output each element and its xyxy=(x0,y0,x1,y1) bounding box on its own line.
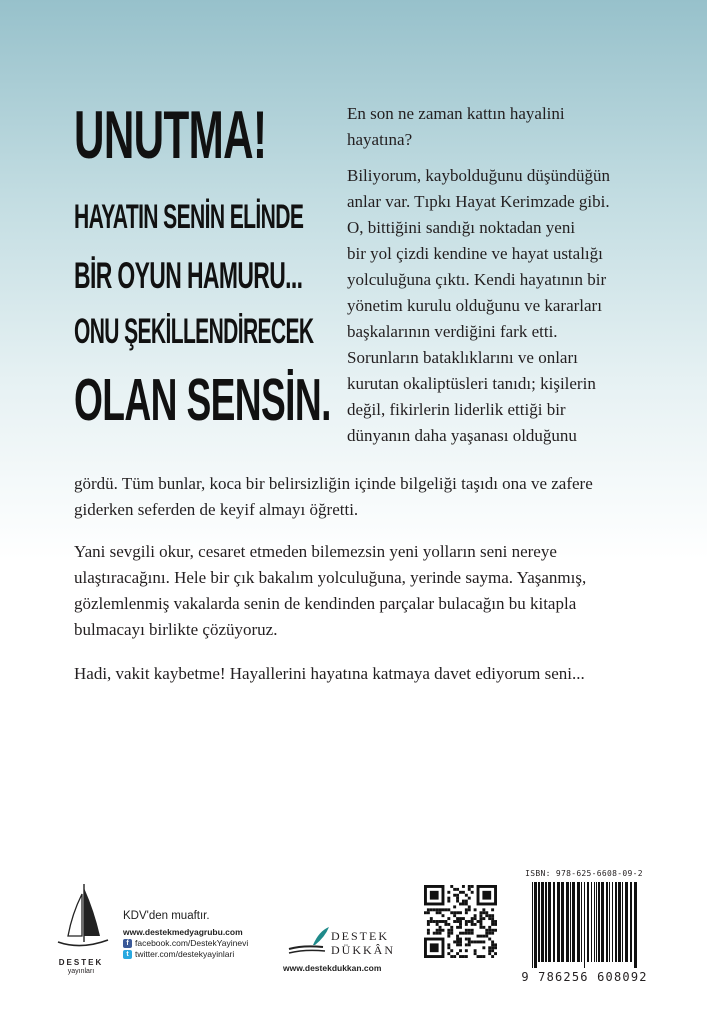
text-line: başkalarının verdiğini fark etti. xyxy=(347,322,558,341)
headline-line-2: HAYATIN SENİN ELİNDE xyxy=(74,198,304,236)
facebook-link[interactable] xyxy=(123,938,248,949)
text-line: yönetim kurulu olduğunu ve kararları xyxy=(347,296,602,315)
headline-line-4: ONU ŞEKİLLENDİRECEK xyxy=(74,312,314,351)
feather-pen-icon xyxy=(283,927,333,957)
text-line: ulaştıracağını. Hele bir çık bakalım yolculuğuna, yerinde sayma. Yaşanmış, xyxy=(74,568,587,587)
paragraph-continuation xyxy=(74,471,634,523)
kdv-note: KDV'den muaftır. xyxy=(123,910,210,922)
intro-text xyxy=(347,101,647,449)
text-line: bulmacayı birlikte çözüyoruz. xyxy=(74,620,278,639)
text-line: yolculuğuna çıktı. Kendi hayatının bir xyxy=(347,270,607,289)
headline-line-3: BİR OYUN HAMURU... xyxy=(74,255,303,296)
barcode-number: 9 786256 608092 xyxy=(521,970,648,984)
twitter-link[interactable] xyxy=(123,949,248,960)
text-line: dünyanın daha yaşanası olduğunu xyxy=(347,426,577,445)
barcode-bars xyxy=(532,882,642,968)
dukkan-url[interactable]: www.destekdukkan.com xyxy=(283,963,382,973)
twitter-icon: t xyxy=(123,950,132,959)
text-line: Biliyorum, kaybolduğunu düşündüğün xyxy=(347,166,611,185)
publisher-sub: yayınları xyxy=(67,968,95,975)
headline-line-5: OLAN SENSİN. xyxy=(74,367,331,433)
paragraph-3 xyxy=(74,661,634,687)
text-line: anlar var. Tıpkı Hayat Kerimzade gibi. xyxy=(347,192,610,211)
website-text: www.destekmedyagrubu.com xyxy=(123,927,243,937)
text-line: değil, fikirlerin liderlik ettiği bir xyxy=(347,400,566,419)
dukkan-word-2: DÜKKÂN xyxy=(331,943,395,957)
publisher-info xyxy=(123,910,248,960)
destek-dukkan-logo xyxy=(283,925,401,973)
sailboat-logo-icon xyxy=(50,880,112,958)
qr-code-icon xyxy=(424,885,497,958)
twitter-text: twitter.com/destekyayinlari xyxy=(135,949,235,959)
headline-line-1: UNUTMA! xyxy=(74,97,267,173)
text-line: O, bittiğini sandığı noktadan yeni xyxy=(347,218,576,237)
qr-code-graphic xyxy=(424,885,497,958)
text-line: gözlemlenmiş vakalarda senin de kendinden parçalar bulacağın bu kitapla xyxy=(74,594,577,613)
isbn-text: ISBN: 978-625-6608-09-2 xyxy=(525,869,643,878)
facebook-icon: f xyxy=(123,939,132,948)
text-line: Yani sevgili okur, cesaret etmeden bilemezsin yeni yolların seni nereye xyxy=(74,542,557,561)
dukkan-word-1: DESTEK xyxy=(331,929,389,943)
publisher-logo xyxy=(50,880,112,985)
intro-question: En son ne zaman kattın hayalini hayatına? xyxy=(347,104,565,149)
intro-paragraph xyxy=(347,163,647,449)
text-line: kurutan okaliptüsleri tanıdı; kişilerin xyxy=(347,374,596,393)
text-line: giderken seferden de keyif almayı öğretti. xyxy=(74,500,359,519)
publisher-name: DESTEK xyxy=(58,958,104,967)
text-line: bir yol çizdi kendine ve hayat ustalığı xyxy=(347,244,603,263)
text-line: Sorunların bataklıklarını ve onları xyxy=(347,348,578,367)
facebook-text: facebook.com/DestekYayinevi xyxy=(135,938,249,948)
website-link[interactable] xyxy=(123,927,248,938)
text-line: Hadi, vakit kaybetme! Hayallerini hayatına katmaya davet ediyorum seni... xyxy=(74,664,585,683)
text-line: gördü. Tüm bunlar, koca bir belirsizliğin içinde bilgeliği taşıdı ona ve zafere xyxy=(74,474,593,493)
paragraph-2 xyxy=(74,539,634,643)
